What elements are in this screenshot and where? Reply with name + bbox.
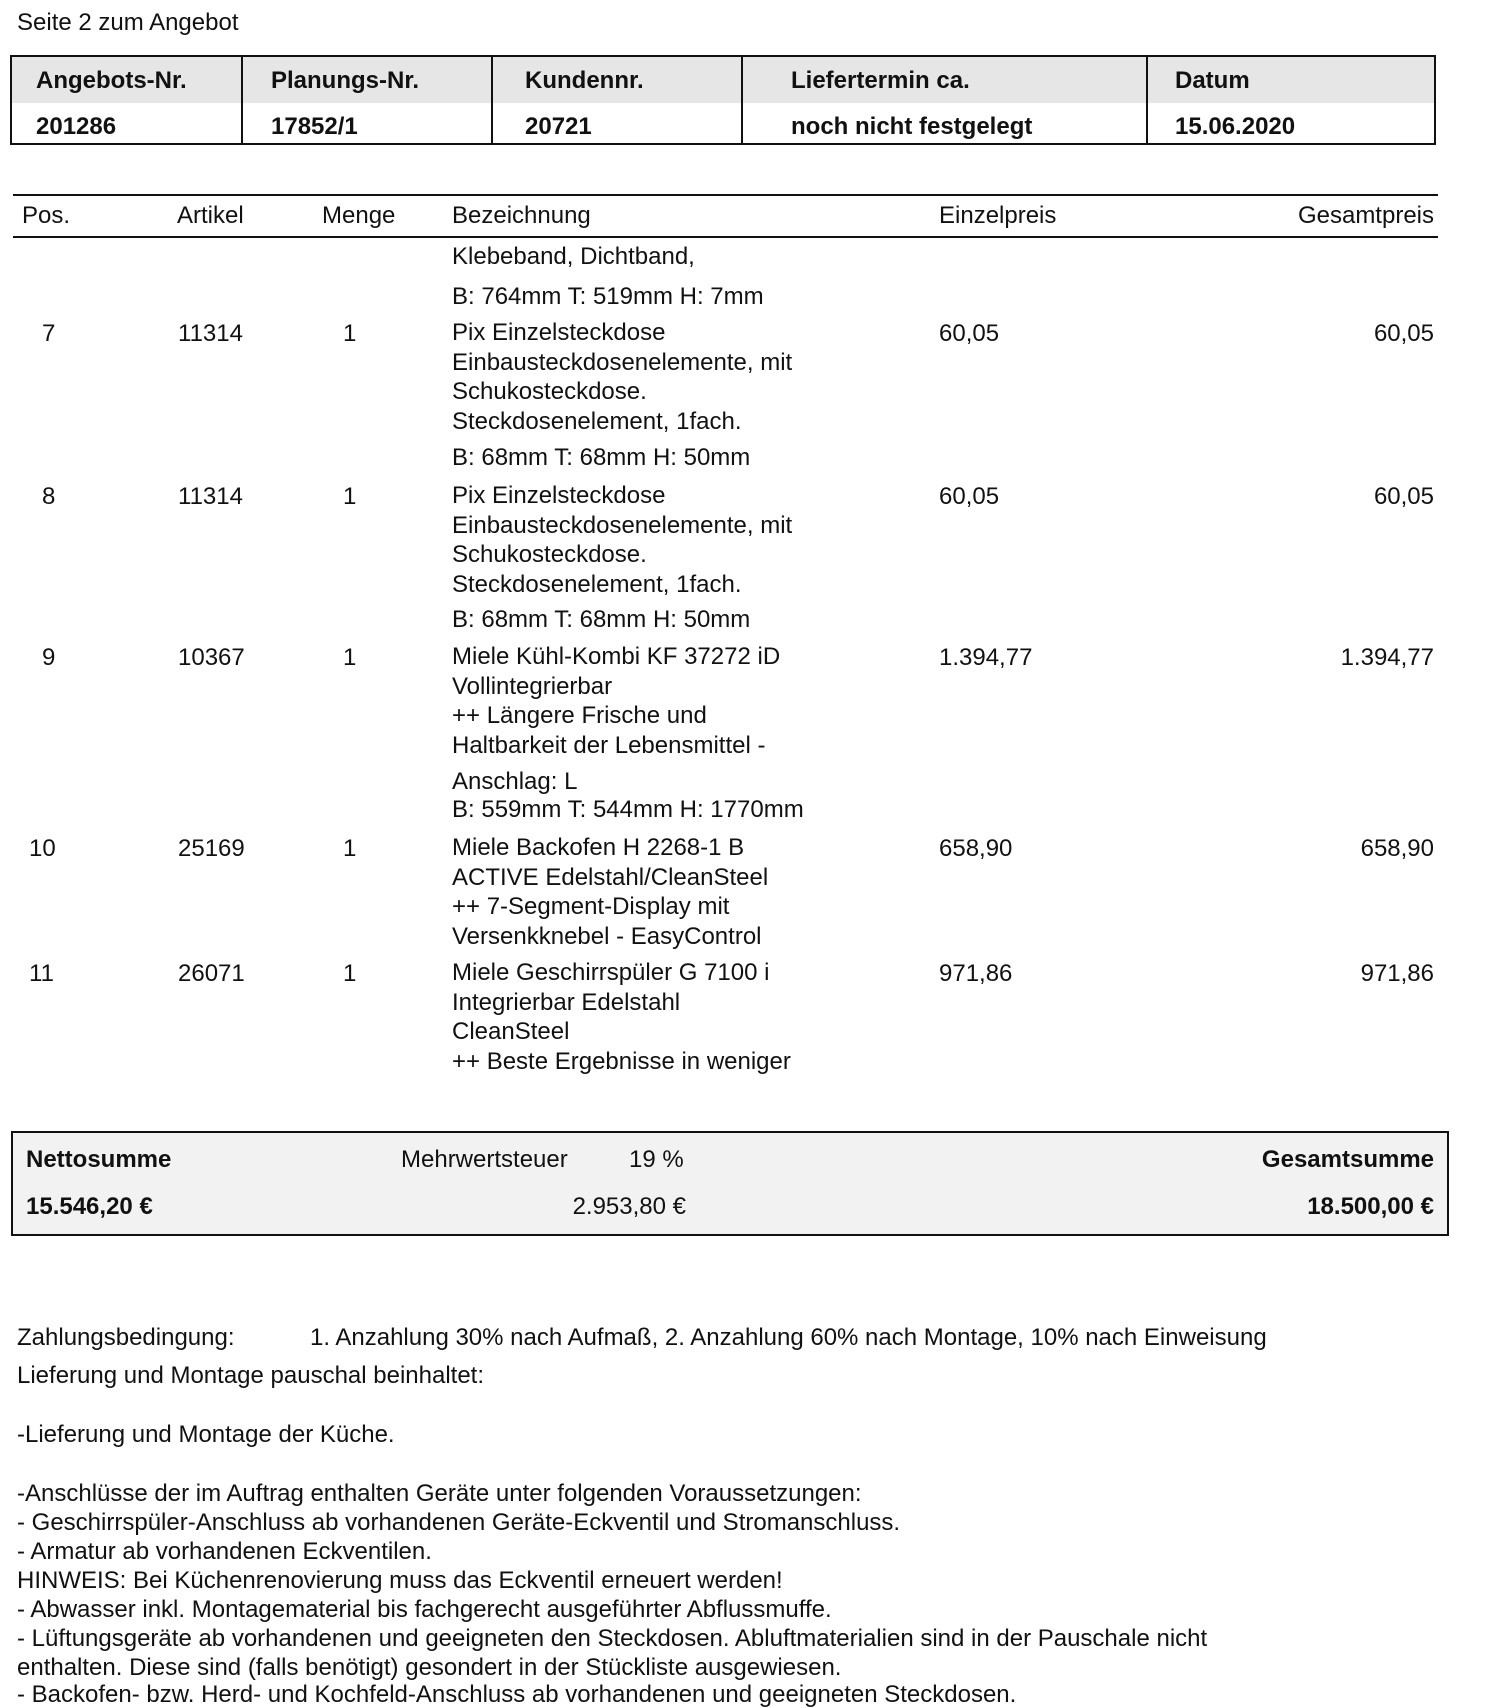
- terms-line: - Geschirrspüler-Anschluss ab vorhandenen Geräte-Eckventil und Stromanschluss.: [17, 1509, 901, 1536]
- description-line: Haltbarkeit der Lebensmittel -: [452, 731, 766, 759]
- description-line: ++ 7-Segment-Display mit: [452, 893, 730, 920]
- payment-terms-text: 1. Anzahlung 30% nach Aufmaß, 2. Anzahlung 60% nach Montage, 10% nach Einweisung: [310, 1324, 1267, 1351]
- terms-line: enthalten. Diese sind (falls benötigt) gesondert in der Stückliste ausgewiesen.: [17, 1654, 842, 1681]
- row-einzelpreis: 60,05: [939, 483, 1000, 510]
- description-line: Pix Einzelsteckdose: [452, 482, 666, 509]
- column-divider: [741, 57, 743, 143]
- description-line: CleanSteel: [452, 1018, 570, 1045]
- delivery-date-label: Liefertermin ca.: [791, 67, 970, 94]
- terms-line: Lieferung und Montage pauschal beinhaltet:: [17, 1362, 485, 1389]
- grand-total-value: 18.500,00 €: [1307, 1193, 1434, 1220]
- row-pos: 11: [29, 960, 54, 987]
- row-artikel: 11314: [178, 320, 243, 347]
- row-artikel: 10367: [178, 644, 245, 671]
- row-einzelpreis: 1.394,77: [939, 644, 1033, 671]
- description-line: ++ Längere Frische und: [452, 702, 707, 729]
- row-gesamtpreis: 60,05: [1373, 483, 1434, 510]
- col-header-artikel: Artikel: [177, 202, 244, 229]
- delivery-date-value: noch nicht festgelegt: [791, 113, 1033, 140]
- net-total-value: 15.546,20 €: [26, 1193, 153, 1220]
- row-menge: 1: [343, 644, 357, 671]
- col-header-menge: Menge: [322, 202, 396, 229]
- date-value: 15.06.2020: [1175, 113, 1296, 140]
- totals-box: [11, 1131, 1449, 1236]
- description-line: Miele Kühl-Kombi KF 37272 iD: [452, 643, 781, 670]
- col-header-einzelpreis: Einzelpreis: [939, 202, 1057, 229]
- col-header-pos: Pos.: [22, 202, 71, 229]
- description-line: Schukosteckdose.: [452, 378, 647, 405]
- payment-terms-label: Zahlungsbedingung:: [17, 1324, 235, 1351]
- offer-number-value: 201286: [36, 113, 117, 140]
- col-header-gesamtpreis: Gesamtpreis: [1297, 202, 1434, 229]
- column-divider: [1146, 57, 1148, 143]
- row-description: [452, 642, 780, 760]
- row-artikel: 25169: [178, 835, 245, 862]
- terms-line: -Anschlüsse der im Auftrag enthalten Geräte unter folgenden Voraussetzungen:: [17, 1480, 862, 1507]
- description-line: Vollintegrierbar: [452, 672, 613, 700]
- col-header-bezeichnung: Bezeichnung: [452, 202, 591, 229]
- carryover-line: Klebeband, Dichtband,: [452, 243, 695, 270]
- vat-value: 2.953,80 €: [572, 1193, 686, 1220]
- offer-number-label: Angebots-Nr.: [36, 67, 187, 94]
- planning-number-value: 17852/1: [271, 113, 358, 140]
- description-line: Steckdosenelement, 1fach.: [452, 570, 742, 598]
- description-line: Integrierbar Edelstahl: [452, 988, 681, 1016]
- terms-line: - Backofen- bzw. Herd- und Kochfeld-Anschluss ab vorhandenen und geeigneten Steckdosen.: [17, 1681, 1017, 1708]
- row-pos: 7: [42, 320, 56, 347]
- description-line: Einbausteckdosenelemente, mit: [452, 348, 793, 376]
- description-line: ++ Beste Ergebnisse in weniger: [452, 1047, 791, 1075]
- row-description: [452, 481, 792, 599]
- vat-rate: 19 %: [629, 1146, 684, 1173]
- terms-line: - Lüftungsgeräte ab vorhandenen und geeigneten den Steckdosen. Abluftmaterialien sind in der Pauschale nicht: [17, 1625, 1208, 1652]
- row-dims: B: 68mm T: 68mm H: 50mm: [452, 444, 751, 471]
- row-einzelpreis: 971,86: [939, 960, 1013, 987]
- row-artikel: 26071: [178, 960, 245, 987]
- row-gesamtpreis: 60,05: [1373, 320, 1434, 347]
- table-top-rule: [13, 194, 1438, 196]
- row-menge: 1: [343, 320, 357, 347]
- terms-hinweis: HINWEIS: Bei Küchenrenovierung muss das Eckventil erneuert werden!: [17, 1567, 783, 1594]
- description-line: Schukosteckdose.: [452, 541, 647, 568]
- grand-total-label: Gesamtsumme: [1261, 1146, 1434, 1173]
- customer-number-label: Kundennr.: [525, 67, 644, 94]
- column-divider: [491, 57, 493, 143]
- row-gesamtpreis: 971,86: [1360, 960, 1434, 987]
- row-einzelpreis: 658,90: [939, 835, 1013, 862]
- description-line: Miele Geschirrspüler G 7100 i: [452, 959, 770, 986]
- row-gesamtpreis: 658,90: [1360, 835, 1434, 862]
- description-line: Versenkknebel - EasyControl: [452, 922, 762, 950]
- terms-line: - Armatur ab vorhandenen Eckventilen.: [17, 1538, 432, 1565]
- description-line: Einbausteckdosenelemente, mit: [452, 511, 793, 539]
- date-label: Datum: [1175, 67, 1250, 94]
- terms-line: - Abwasser inkl. Montagematerial bis fachgerecht ausgeführter Abflussmuffe.: [17, 1596, 832, 1623]
- row-menge: 1: [343, 483, 357, 510]
- page-heading: Seite 2 zum Angebot: [17, 9, 239, 36]
- row-description: [452, 833, 768, 951]
- table-header-rule: [13, 236, 1438, 238]
- row-description: [452, 958, 791, 1076]
- row-gesamtpreis: 1.394,77: [1340, 644, 1434, 671]
- row-description: [452, 318, 792, 436]
- description-line: Pix Einzelsteckdose: [452, 319, 666, 346]
- description-line: Steckdosenelement, 1fach.: [452, 407, 742, 435]
- row-einzelpreis: 60,05: [939, 320, 1000, 347]
- row-menge: 1: [343, 835, 357, 862]
- row-pos: 8: [42, 483, 56, 510]
- row-menge: 1: [343, 960, 357, 987]
- description-line: ACTIVE Edelstahl/CleanSteel: [452, 863, 769, 891]
- row-anschlag: Anschlag: L: [452, 768, 578, 795]
- planning-number-label: Planungs-Nr.: [271, 67, 420, 94]
- row-dims: B: 559mm T: 544mm H: 1770mm: [452, 796, 804, 823]
- carryover-dims: B: 764mm T: 519mm H: 7mm: [452, 283, 764, 310]
- terms-line: -Lieferung und Montage der Küche.: [17, 1421, 395, 1448]
- row-artikel: 11314: [178, 483, 243, 510]
- row-pos: 10: [29, 835, 56, 862]
- row-dims: B: 68mm T: 68mm H: 50mm: [452, 606, 751, 633]
- column-divider: [241, 57, 243, 143]
- row-pos: 9: [42, 644, 56, 671]
- net-total-label: Nettosumme: [26, 1146, 172, 1173]
- customer-number-value: 20721: [525, 113, 592, 140]
- vat-label: Mehrwertsteuer: [401, 1146, 568, 1173]
- description-line: Miele Backofen H 2268-1 B: [452, 834, 745, 861]
